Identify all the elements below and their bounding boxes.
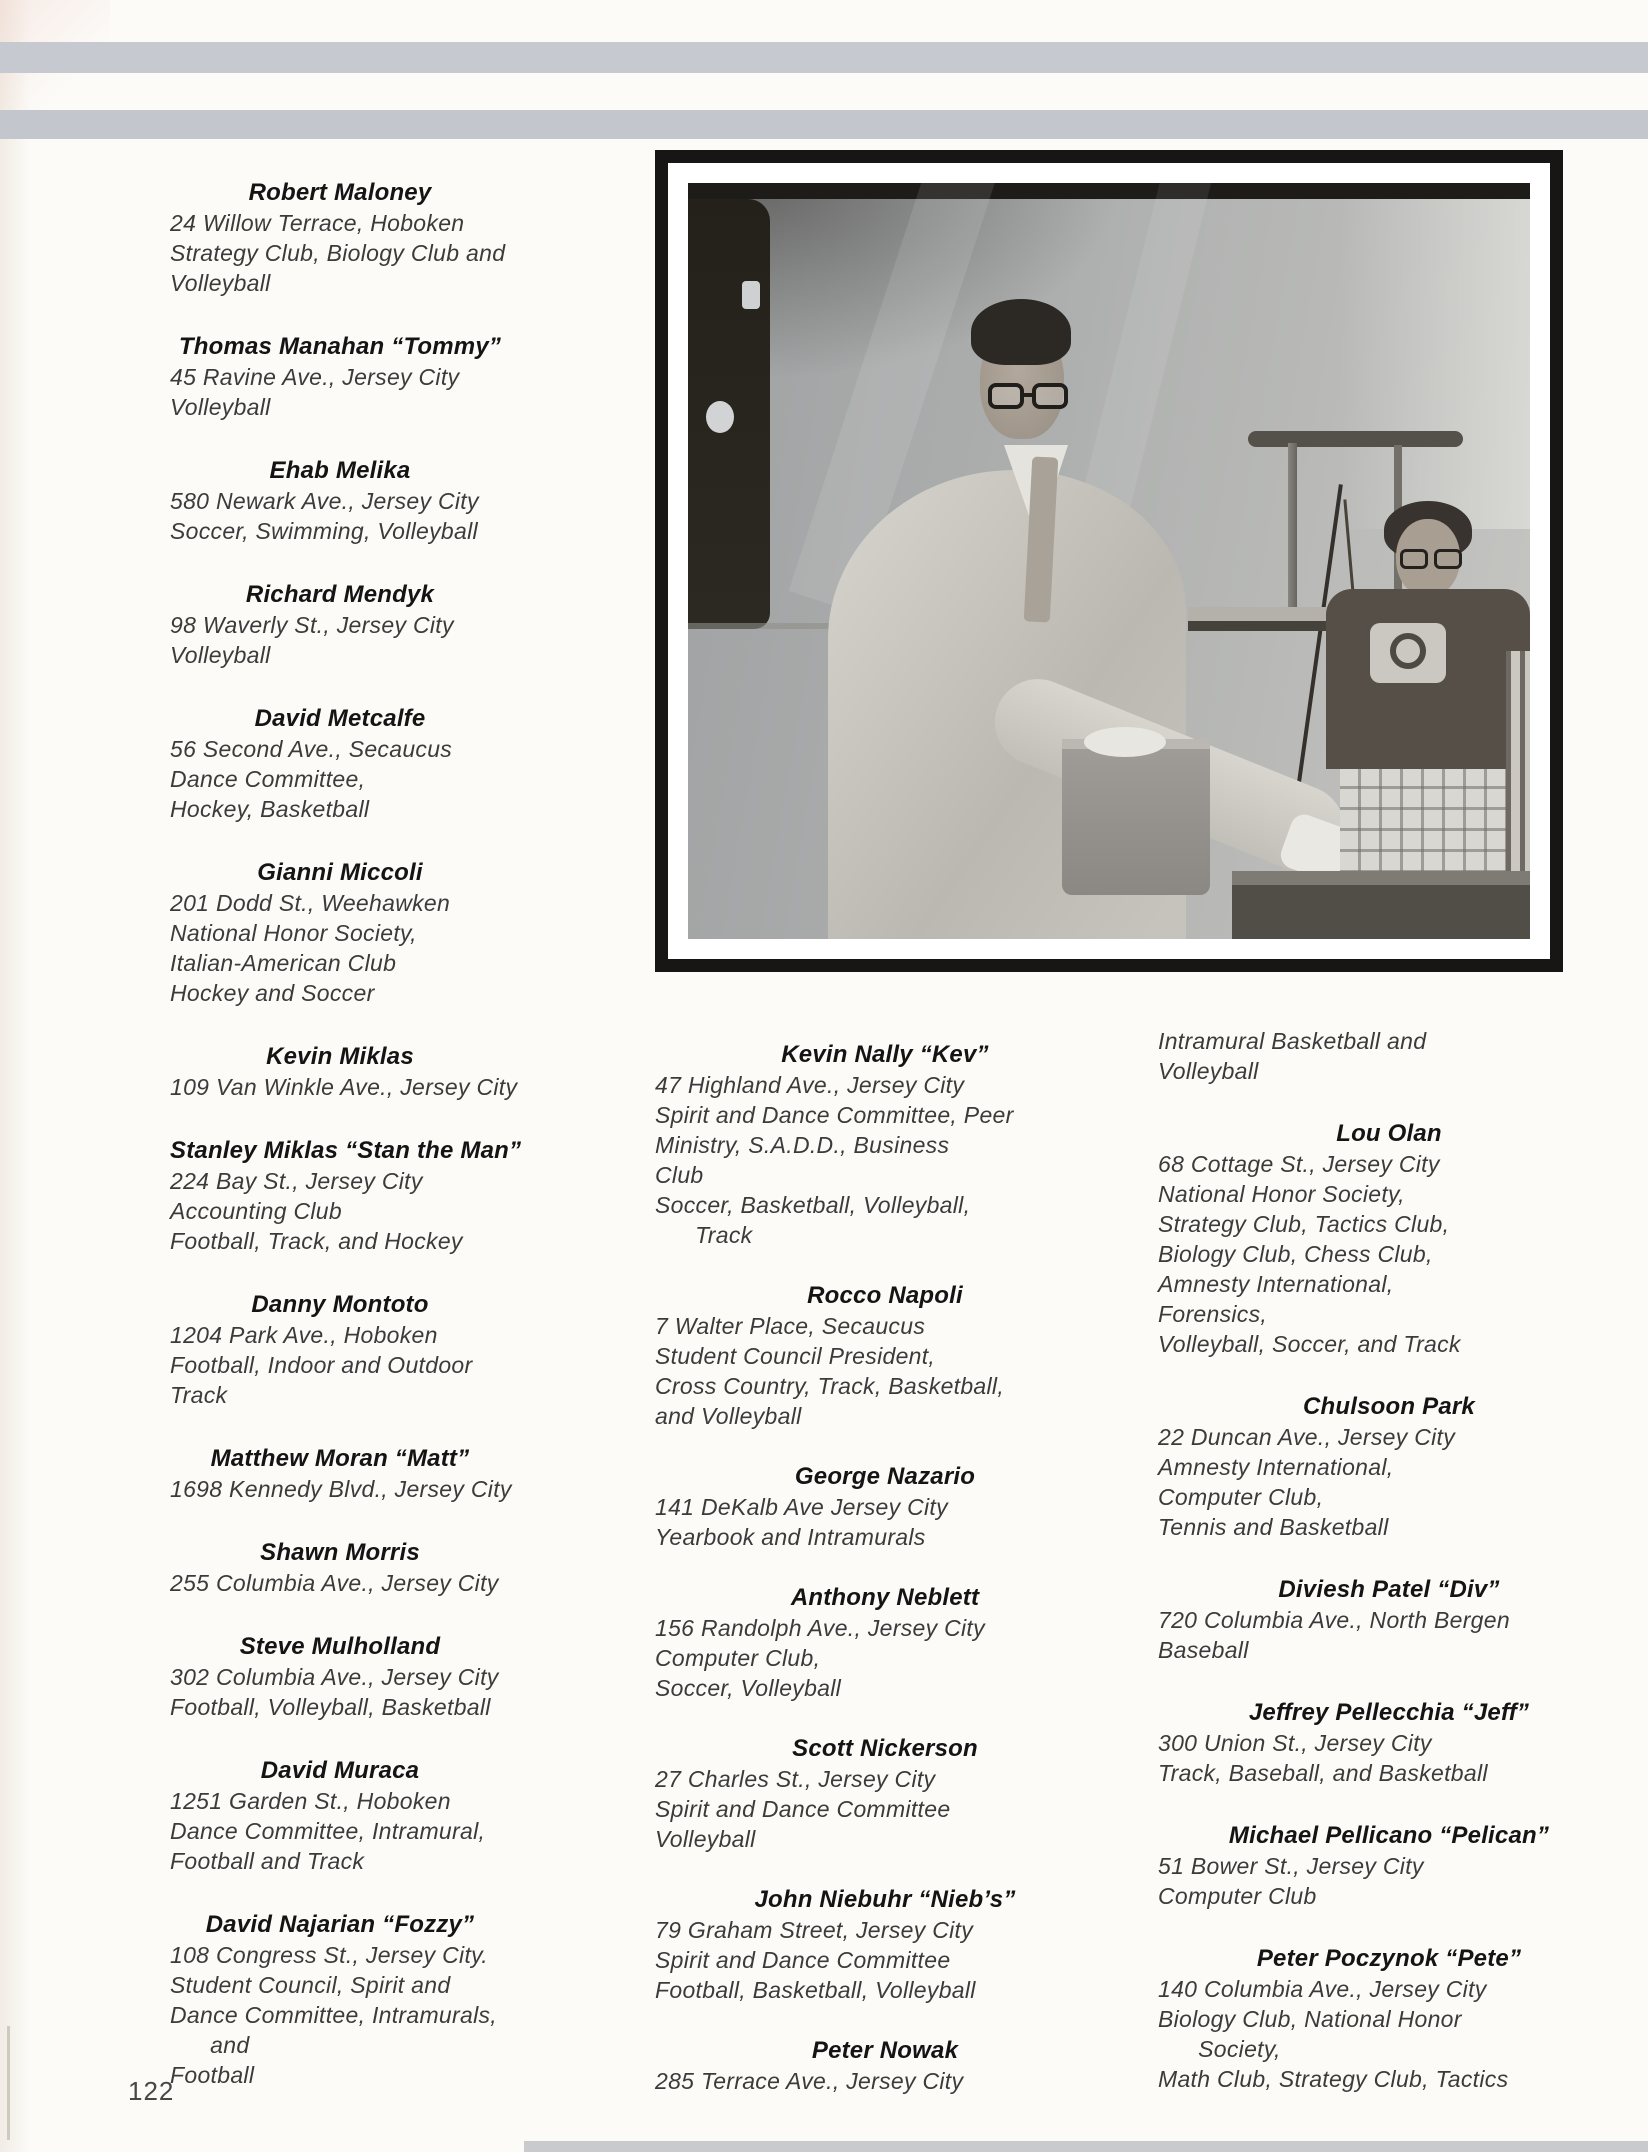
entry-line: 285 Terrace Ave., Jersey City — [655, 2068, 964, 2094]
directory-entry — [170, 1910, 510, 2090]
directory-entry — [655, 1281, 1115, 1431]
student-name: Ehab Melika — [269, 457, 411, 484]
entry-line: 1251 Garden St., Hoboken — [170, 1788, 451, 1814]
directory-entry — [170, 1136, 522, 1256]
directory-column-left — [170, 178, 522, 2124]
wastebasket — [1062, 739, 1210, 895]
student-name: Scott Nickerson — [792, 1735, 978, 1762]
entry-line: Amnesty International, — [1158, 1454, 1394, 1480]
entry-line: Club — [655, 1162, 704, 1188]
classroom-photo-frame — [655, 150, 1563, 972]
entry-line: 140 Columbia Ave., Jersey City — [1158, 1976, 1487, 2002]
projector-stand-pole — [1288, 443, 1297, 623]
bright-wall-area — [1340, 199, 1530, 529]
student-name: Chulsoon Park — [1303, 1393, 1475, 1420]
entry-line: Biology Club, Chess Club, — [1158, 1241, 1433, 1267]
chair-back-slats — [1506, 651, 1530, 896]
entry-line: Baseball — [1158, 1637, 1249, 1663]
entry-line: Track — [655, 1222, 753, 1248]
entry-line: Forensics, — [1158, 1301, 1268, 1327]
student-name: Stanley Miklas “Stan the Man” — [170, 1137, 522, 1164]
directory-entry — [170, 1538, 510, 1598]
photo-top-band — [688, 183, 1530, 199]
student-name: Richard Mendyk — [245, 581, 435, 608]
entry-line: Volleyball — [1158, 1058, 1259, 1084]
student-name: Lou Olan — [1336, 1120, 1442, 1147]
directory-entry — [170, 1632, 510, 1722]
entry-line: 24 Willow Terrace, Hoboken — [170, 210, 465, 236]
decorative-bar-top-2 — [0, 110, 1648, 139]
seated-student-glasses — [1400, 549, 1428, 569]
student-name: David Muraca — [260, 1757, 420, 1784]
directory-entry — [170, 858, 510, 1008]
entry-line: Soccer, Basketball, Volleyball, — [655, 1192, 971, 1218]
entry-line: National Honor Society, — [1158, 1181, 1405, 1207]
entry-line: Soccer, Volleyball — [655, 1675, 842, 1701]
page-number: 122 — [128, 2076, 175, 2106]
presenter-glasses — [1032, 383, 1068, 409]
entry-line: and — [170, 2032, 250, 2058]
entry-line: Football, Track, and Hockey — [170, 1228, 463, 1254]
entry-line: 720 Columbia Ave., North Bergen — [1158, 1607, 1510, 1633]
decorative-bar-top-1 — [0, 42, 1648, 73]
presenter-glasses — [988, 383, 1024, 409]
presenter-hair — [971, 299, 1071, 365]
student-name: Danny Montoto — [251, 1291, 429, 1318]
entry-line: 1204 Park Ave., Hoboken — [170, 1322, 438, 1348]
student-name: Kevin Miklas — [266, 1043, 414, 1070]
student-name: David Najarian “Fozzy” — [205, 1911, 475, 1938]
entry-line: 201 Dodd St., Weehawken — [170, 890, 451, 916]
entry-line: Accounting Club — [170, 1198, 342, 1224]
student-name: Gianni Miccoli — [257, 859, 423, 886]
directory-entry — [170, 178, 510, 298]
directory-entry — [655, 1885, 1115, 2005]
directory-entry — [1158, 1821, 1620, 1911]
student-name: Shawn Morris — [260, 1539, 420, 1566]
entry-line: and Volleyball — [655, 1403, 802, 1429]
entry-line: Football, Basketball, Volleyball — [655, 1977, 976, 2003]
student-name: Diviesh Patel “Div” — [1278, 1576, 1500, 1603]
entry-line: Strategy Club, Tactics Club, — [1158, 1211, 1450, 1237]
entry-line: Amnesty International, — [1158, 1271, 1394, 1297]
bystander-badge — [706, 401, 734, 433]
entry-line: 7 Walter Place, Secaucus — [655, 1313, 926, 1339]
entry-line: Hockey, Basketball — [170, 796, 370, 822]
student-name: David Metcalfe — [254, 705, 426, 732]
directory-entry — [170, 332, 510, 422]
student-name: Steve Mulholland — [239, 1633, 441, 1660]
student-name: Robert Maloney — [248, 179, 432, 206]
entry-line: 224 Bay St., Jersey City — [170, 1168, 423, 1194]
entry-line: Track, Baseball, and Basketball — [1158, 1760, 1488, 1786]
entry-line: Spirit and Dance Committee — [655, 1947, 951, 1973]
student-name: Jeffrey Pellecchia “Jeff” — [1248, 1699, 1530, 1726]
directory-entry — [1158, 1392, 1620, 1542]
entry-line: Computer Club — [1158, 1883, 1317, 1909]
entry-line: Football and Track — [170, 1848, 365, 1874]
student-name: John Niebuhr “Nieb’s” — [754, 1886, 1016, 1913]
directory-entry — [1158, 1575, 1620, 1665]
entry-line: 108 Congress St., Jersey City. — [170, 1942, 488, 1968]
directory-entry — [170, 580, 510, 670]
directory-entry — [655, 1734, 1115, 1854]
directory-entry — [1158, 1119, 1620, 1359]
entry-line: Student Council President, — [655, 1343, 936, 1369]
entry-line: 22 Duncan Ave., Jersey City — [1158, 1424, 1456, 1450]
entry-line: Student Council, Spirit and — [170, 1972, 451, 1998]
scan-crease-line — [7, 2026, 10, 2140]
directory-entry — [655, 1462, 1115, 1552]
entry-line: Dance Committee, Intramural, — [170, 1818, 486, 1844]
sweater-logo-ring — [1390, 633, 1426, 669]
entry-line: Dance Committee, Intramurals, — [170, 2002, 497, 2028]
directory-entry — [655, 1583, 1115, 1703]
entry-line: 51 Bower St., Jersey City — [1158, 1853, 1424, 1879]
entry-line: Tennis and Basketball — [1158, 1514, 1389, 1540]
entry-line: 68 Cottage St., Jersey City — [1158, 1151, 1440, 1177]
directory-entry — [655, 2036, 1115, 2096]
directory-entry — [170, 1042, 518, 1102]
entry-line: 1698 Kennedy Blvd., Jersey City — [170, 1476, 512, 1502]
student-name: Thomas Manahan “Tommy” — [178, 333, 502, 360]
entry-line: Volleyball — [170, 642, 271, 668]
entry-line: Strategy Club, Biology Club and — [170, 240, 506, 266]
entry-line: 141 DeKalb Ave Jersey City — [655, 1494, 948, 1520]
entry-line: 109 Van Winkle Ave., Jersey City — [170, 1074, 518, 1100]
entry-line: Ministry, S.A.D.D., Business — [655, 1132, 950, 1158]
student-name: Anthony Neblett — [790, 1584, 980, 1611]
glasses-bridge — [1024, 393, 1034, 397]
directory-entry — [1158, 1698, 1620, 1788]
entry-line: Volleyball, Soccer, and Track — [1158, 1331, 1461, 1357]
entry-line: Intramural Basketball and — [1158, 1028, 1427, 1054]
entry-line: Math Club, Strategy Club, Tactics — [1158, 2066, 1509, 2092]
paper-in-basket — [1084, 727, 1166, 757]
entry-line: Computer Club, — [1158, 1484, 1324, 1510]
bystander-collar — [742, 281, 760, 309]
student-name: Matthew Moran “Matt” — [210, 1445, 470, 1472]
entry-line: Biology Club, National Honor — [1158, 2006, 1462, 2032]
student-name: Peter Poczynok “Pete” — [1256, 1945, 1522, 1972]
entry-line: Volleyball — [170, 394, 271, 420]
entry-line: Football — [170, 2062, 255, 2088]
directory-entry — [170, 704, 510, 824]
entry-line: 98 Waverly St., Jersey City — [170, 612, 454, 638]
directory-entry — [1158, 1944, 1620, 2094]
entry-line: Spirit and Dance Committee — [655, 1796, 951, 1822]
entry-line: Cross Country, Track, Basketball, — [655, 1373, 1005, 1399]
entry-line: 255 Columbia Ave., Jersey City — [170, 1570, 499, 1596]
entry-line: Track — [170, 1382, 228, 1408]
directory-entry — [655, 1040, 1115, 1250]
entry-line: 580 Newark Ave., Jersey City — [170, 488, 479, 514]
entry-line: Soccer, Swimming, Volleyball — [170, 518, 478, 544]
student-name: Rocco Napoli — [807, 1282, 963, 1309]
page-edge-shading — [0, 0, 30, 2152]
directory-entry — [170, 1756, 510, 1876]
entry-line: 156 Randolph Ave., Jersey City — [655, 1615, 985, 1641]
entry-line: Volleyball — [170, 270, 271, 296]
entry-line: Hockey and Soccer — [170, 980, 375, 1006]
student-name: Michael Pellicano “Pelican” — [1228, 1822, 1550, 1849]
projector-base-top — [1232, 871, 1530, 885]
entry-line: Spirit and Dance Committee, Peer — [655, 1102, 1014, 1128]
student-name: Kevin Nally “Kev” — [781, 1041, 989, 1068]
entry-line: Football, Volleyball, Basketball — [170, 1694, 491, 1720]
entry-line: 300 Union St., Jersey City — [1158, 1730, 1432, 1756]
classroom-photo — [688, 183, 1530, 939]
entry-line: Italian-American Club — [170, 950, 397, 976]
decorative-bar-bottom — [524, 2141, 1648, 2152]
entry-line: 45 Ravine Ave., Jersey City — [170, 364, 460, 390]
entry-line: Volleyball — [655, 1826, 756, 1852]
directory-entry — [170, 1290, 510, 1410]
entry-line: Football, Indoor and Outdoor — [170, 1352, 473, 1378]
directory-column-middle — [655, 1040, 1115, 2127]
entry-line: Dance Committee, — [170, 766, 366, 792]
directory-entry — [170, 456, 510, 546]
entry-line: 47 Highland Ave., Jersey City — [655, 1072, 965, 1098]
entry-line: Society, — [1158, 2036, 1281, 2062]
directory-entry — [170, 1444, 510, 1504]
entry-line: National Honor Society, — [170, 920, 417, 946]
directory-column-right — [1158, 1026, 1620, 2127]
entry-line: 79 Graham Street, Jersey City — [655, 1917, 974, 1943]
entry-line: 27 Charles St., Jersey City — [655, 1766, 936, 1792]
entry-line: 302 Columbia Ave., Jersey City — [170, 1664, 499, 1690]
student-name: George Nazario — [794, 1463, 976, 1490]
entry-line: Yearbook and Intramurals — [655, 1524, 926, 1550]
projector-stand-bar — [1248, 431, 1463, 447]
student-name: Peter Nowak — [811, 2037, 959, 2064]
seated-student-glasses — [1434, 549, 1462, 569]
entry-line: 56 Second Ave., Secaucus — [170, 736, 453, 762]
entry-line: Computer Club, — [655, 1645, 821, 1671]
directory-entry — [1158, 1026, 1620, 1086]
